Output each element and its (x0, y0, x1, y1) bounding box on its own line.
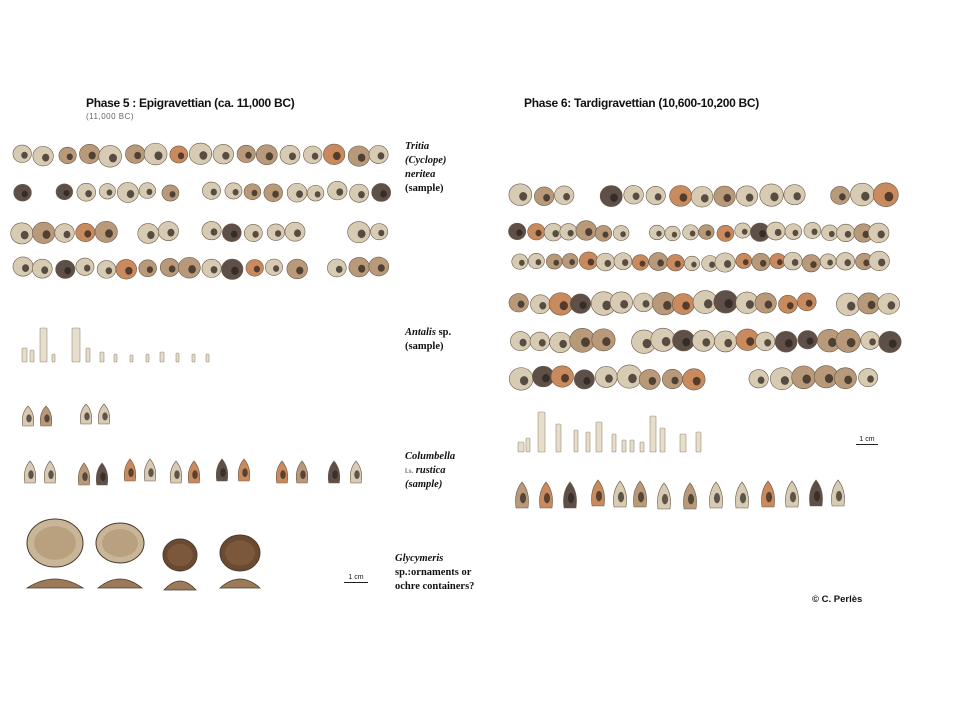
shell-hole (682, 302, 690, 310)
phase5-subtitle: (11,000 BC) (86, 112, 135, 121)
shell-hole (354, 470, 359, 479)
shell-hole (764, 339, 771, 346)
antalis-tube (660, 428, 665, 452)
shell-hole (885, 192, 894, 202)
shell-hole (192, 470, 197, 479)
shell-hole (128, 468, 133, 477)
shell-hole (105, 229, 113, 237)
antalis-tube (176, 353, 179, 362)
antalis-tube (160, 352, 164, 362)
shell-hole (806, 300, 813, 307)
shell-hole (242, 468, 247, 477)
shell-hole (709, 262, 715, 268)
shell-hole (746, 337, 754, 346)
shell-hole (539, 339, 546, 346)
shell-hole (839, 193, 846, 200)
shell-hole (825, 374, 833, 383)
shell-hole (22, 191, 28, 198)
shell-hole (847, 302, 855, 311)
antalis-tube (538, 412, 545, 452)
shell-hole (868, 301, 876, 309)
shell-hole (125, 267, 132, 275)
glycymeris-inner (167, 544, 193, 566)
shell-hole (714, 493, 720, 503)
shell-hole (814, 491, 820, 501)
antalis-tube (130, 355, 133, 362)
shell-hole (553, 260, 559, 266)
shell-hole (222, 152, 229, 160)
glycymeris-profile (164, 581, 196, 590)
shell-hole (296, 267, 303, 275)
shell-hole (536, 259, 542, 265)
shell-hole (109, 154, 117, 163)
shell-hole (690, 230, 696, 236)
shell-hole (48, 470, 53, 479)
shell-hole (378, 264, 385, 272)
shell-hole (867, 375, 874, 382)
shell-hole (211, 228, 218, 235)
shell-hole (588, 259, 594, 266)
shell-hole (640, 261, 646, 267)
shell-hole (662, 494, 668, 504)
glycymeris-inner (34, 526, 76, 560)
shell-hole (289, 153, 296, 161)
shell-hole (332, 470, 337, 479)
antalis-tube (574, 430, 578, 452)
antalis-tube (206, 354, 209, 362)
shell-hole (44, 414, 49, 422)
shell-hole (775, 229, 782, 236)
shell-hole (649, 377, 656, 385)
shell-hole (563, 193, 570, 200)
shell-hole (671, 377, 678, 385)
antalis-tube (696, 432, 701, 452)
shell-hole (781, 376, 789, 385)
antalis-tube (40, 328, 47, 362)
glycymeris-inner (225, 540, 255, 565)
shell-hole (602, 301, 611, 310)
shell-hole (170, 191, 176, 197)
shell-hole (596, 491, 602, 501)
shell-hole (266, 152, 273, 160)
antalis-tube (650, 416, 656, 452)
shell-hole (792, 259, 799, 266)
shell-hole (605, 374, 613, 382)
shell-hole (662, 337, 671, 346)
antalis-tube (22, 348, 27, 362)
shell-hole (89, 152, 96, 160)
shell-hole (724, 339, 732, 347)
shell-hole (656, 231, 661, 237)
shell-hole (620, 231, 626, 237)
shell-hole (127, 190, 134, 198)
shell-hole (275, 230, 281, 237)
shell-hole (787, 302, 794, 309)
shell-hole (655, 193, 662, 200)
shell-hole (724, 260, 731, 268)
antalis-tube (518, 442, 524, 452)
shell-hole (643, 339, 652, 348)
shell-hole (704, 299, 712, 308)
shell-hole (602, 337, 610, 346)
shell-hole (148, 468, 153, 477)
shell-hole (770, 192, 778, 201)
shell-hole (643, 300, 650, 307)
shell-hole (336, 266, 343, 273)
shell-hole (844, 259, 850, 266)
shell-hole (312, 153, 319, 160)
antalis-tube (630, 440, 634, 452)
shell-hole (657, 259, 664, 266)
shell-hole (519, 260, 525, 266)
shell-hole (520, 376, 528, 385)
shell-hole (231, 267, 239, 275)
antalis-tube (146, 354, 149, 362)
shell-hole (585, 228, 592, 236)
antalis-tube (586, 432, 590, 452)
shell-hole (812, 229, 818, 235)
shell-hole (254, 266, 260, 273)
shell-hole (26, 414, 31, 422)
shell-hole (273, 265, 279, 272)
shell-hole (85, 190, 92, 197)
shell-hole (568, 493, 574, 503)
shell-hole (211, 189, 217, 196)
shell-hole (560, 301, 568, 310)
shell-hole (518, 301, 525, 308)
shell-hole (211, 266, 218, 273)
shell-hole (147, 189, 153, 195)
phase6-title: Phase 6: Tardigravettian (10,600-10,200 BC) (524, 96, 759, 110)
shell-hole (516, 229, 522, 236)
shell-hole (675, 261, 681, 268)
shell-hole (252, 190, 258, 196)
shell-hole (64, 190, 70, 196)
shell-hole (579, 301, 586, 309)
shell-hole (827, 260, 833, 266)
shell-hole (167, 229, 174, 237)
shell-hole (793, 230, 799, 236)
shell-hole (106, 267, 113, 274)
antalis-tube (622, 440, 626, 452)
shell-hole (807, 337, 814, 344)
shell-hole (604, 260, 611, 267)
shell-hole (702, 338, 710, 346)
shell-hole (22, 264, 29, 272)
species-glycymeris-label: Glycymeris sp.:ornaments or ochre containers? (395, 553, 475, 592)
copyright-credit: © C. Perlès (812, 594, 863, 605)
shell-hole (147, 231, 154, 239)
shell-hole (638, 492, 644, 502)
antalis-tube (72, 328, 80, 362)
shell-hole (863, 260, 869, 267)
species-columbella-label: Columbella l.s. rustica (sample) (405, 451, 456, 490)
shell-hole (758, 377, 765, 384)
shell-hole (43, 230, 51, 239)
shell-hole (358, 230, 366, 239)
shell-hole (691, 262, 696, 268)
shell-hole (766, 492, 772, 502)
shell-hole (380, 190, 387, 197)
shell-hole (134, 152, 141, 159)
shell-hole (520, 339, 527, 347)
shell-hole (64, 267, 71, 274)
shell-hole (84, 265, 90, 272)
shell-hole (743, 259, 749, 265)
shell-hole (561, 374, 569, 383)
shell-hole (245, 152, 251, 159)
shell-hole (569, 259, 575, 265)
shell-hole (100, 472, 105, 481)
shell-hole (682, 338, 690, 346)
antalis-tube (114, 354, 117, 362)
shell-hole (829, 231, 835, 237)
shell-hole (603, 231, 609, 237)
shell-hole (777, 259, 783, 265)
shell-hole (688, 494, 694, 504)
shell-hole (64, 231, 71, 238)
shell-hole (583, 377, 590, 385)
shell-hole (220, 468, 225, 477)
antalis-tube (640, 442, 644, 452)
antalis-tube (192, 354, 195, 362)
glycymeris-inner (102, 529, 138, 557)
shell-hole (543, 194, 550, 201)
shell-hole (568, 230, 574, 237)
glycymeris-profile (98, 579, 142, 588)
species-tritia-label: Tritia (Cyclope) neritea (sample) (405, 141, 447, 194)
shell-hole (147, 266, 153, 273)
shell-hole (845, 231, 851, 238)
shell-hole (252, 231, 258, 238)
shell-hole (785, 339, 793, 347)
shell-hole (620, 300, 628, 309)
shell-hole (693, 377, 701, 386)
shell-hole (810, 261, 816, 268)
shell-hole (793, 192, 800, 200)
shell-hole (188, 265, 196, 273)
shell-hole (336, 188, 343, 195)
shell-hole (378, 152, 385, 159)
shell-hole (358, 154, 366, 162)
shell-hole (154, 151, 162, 160)
shell-hole (861, 192, 869, 201)
shell-hole (742, 229, 748, 235)
shell-hole (746, 194, 754, 202)
shell-hole (294, 229, 301, 237)
shell-hole (358, 265, 365, 273)
shell-hole (633, 192, 640, 199)
shell-hole (544, 493, 550, 503)
antalis-tube (86, 348, 90, 362)
shell-hole (622, 259, 628, 266)
shell-hole (102, 412, 107, 420)
shell-hole (539, 302, 546, 310)
shell-hole (315, 191, 321, 197)
shell-hole (765, 301, 772, 309)
phase5-title: Phase 5 : Epigravettian (ca. 11,000 BC) (86, 96, 295, 110)
antalis-tube (52, 354, 55, 362)
shell-hole (300, 470, 305, 479)
shell-hole (878, 259, 885, 267)
shell-hole (333, 152, 341, 160)
shell-hole (358, 191, 365, 198)
shell-hole (663, 301, 671, 310)
shell-hole (847, 338, 856, 347)
antalis-tube (612, 434, 616, 452)
shell-hole (724, 194, 732, 202)
scale-bar-right: 1 cm (856, 436, 878, 445)
shell-hole (84, 230, 91, 237)
antalis-tube (556, 424, 561, 452)
shell-hole (28, 470, 33, 479)
shell-hole (844, 376, 852, 384)
shell-hole (67, 153, 73, 160)
shell-hole (559, 340, 567, 348)
shell-hole (610, 194, 618, 202)
shell-hole (802, 375, 810, 384)
shell-hole (107, 189, 113, 195)
shell-hole (725, 231, 731, 237)
glycymeris-profile (27, 579, 83, 588)
shell-hole (378, 230, 384, 237)
shell-hole (706, 230, 711, 236)
antalis-tube (680, 434, 686, 452)
antalis-tube (30, 350, 34, 362)
shell-hole (520, 493, 526, 503)
shell-hole (42, 154, 49, 162)
shell-hole (869, 338, 876, 345)
species-antalis-label: Antalis sp. (sample) (405, 327, 452, 352)
shell-hole (21, 231, 29, 239)
shell-hole (552, 230, 558, 237)
shell-hole (828, 338, 836, 347)
shell-hole (628, 374, 637, 383)
shell-hole (878, 230, 885, 238)
shell-hole (790, 492, 796, 502)
antalis-tube (526, 438, 530, 452)
shell-hole (542, 374, 550, 382)
shell-hole (84, 412, 89, 420)
shell-hole (272, 191, 279, 198)
shell-hole (581, 337, 590, 347)
shell-hole (231, 231, 238, 238)
shell-hole (178, 152, 184, 159)
shell-hole (82, 472, 87, 481)
shell-hole (888, 301, 896, 309)
shell-hole (41, 266, 48, 274)
shell-hole (296, 190, 303, 198)
shell-hole (233, 189, 239, 195)
shell-hole (535, 230, 541, 237)
shell-hole (618, 492, 624, 502)
shell-hole (519, 192, 527, 201)
shell-hole (701, 194, 709, 202)
shell-hole (760, 260, 766, 267)
shell-hole (174, 470, 179, 479)
scale-bar-left: 1 cm (344, 574, 368, 583)
shell-hole (740, 493, 746, 503)
shell-hole (680, 193, 688, 201)
shell-hole (672, 232, 677, 238)
shell-hole (21, 152, 27, 159)
antalis-tube (596, 422, 602, 452)
shell-hole (889, 339, 897, 348)
shell-hole (746, 300, 754, 309)
shell-hole (759, 230, 766, 237)
antalis-tube (100, 352, 104, 362)
shell-hole (199, 151, 207, 160)
shell-hole (724, 299, 732, 308)
shell-hole (280, 470, 285, 479)
shell-hole (836, 491, 842, 501)
shell-hole (169, 265, 176, 272)
glycymeris-profile (220, 579, 260, 588)
